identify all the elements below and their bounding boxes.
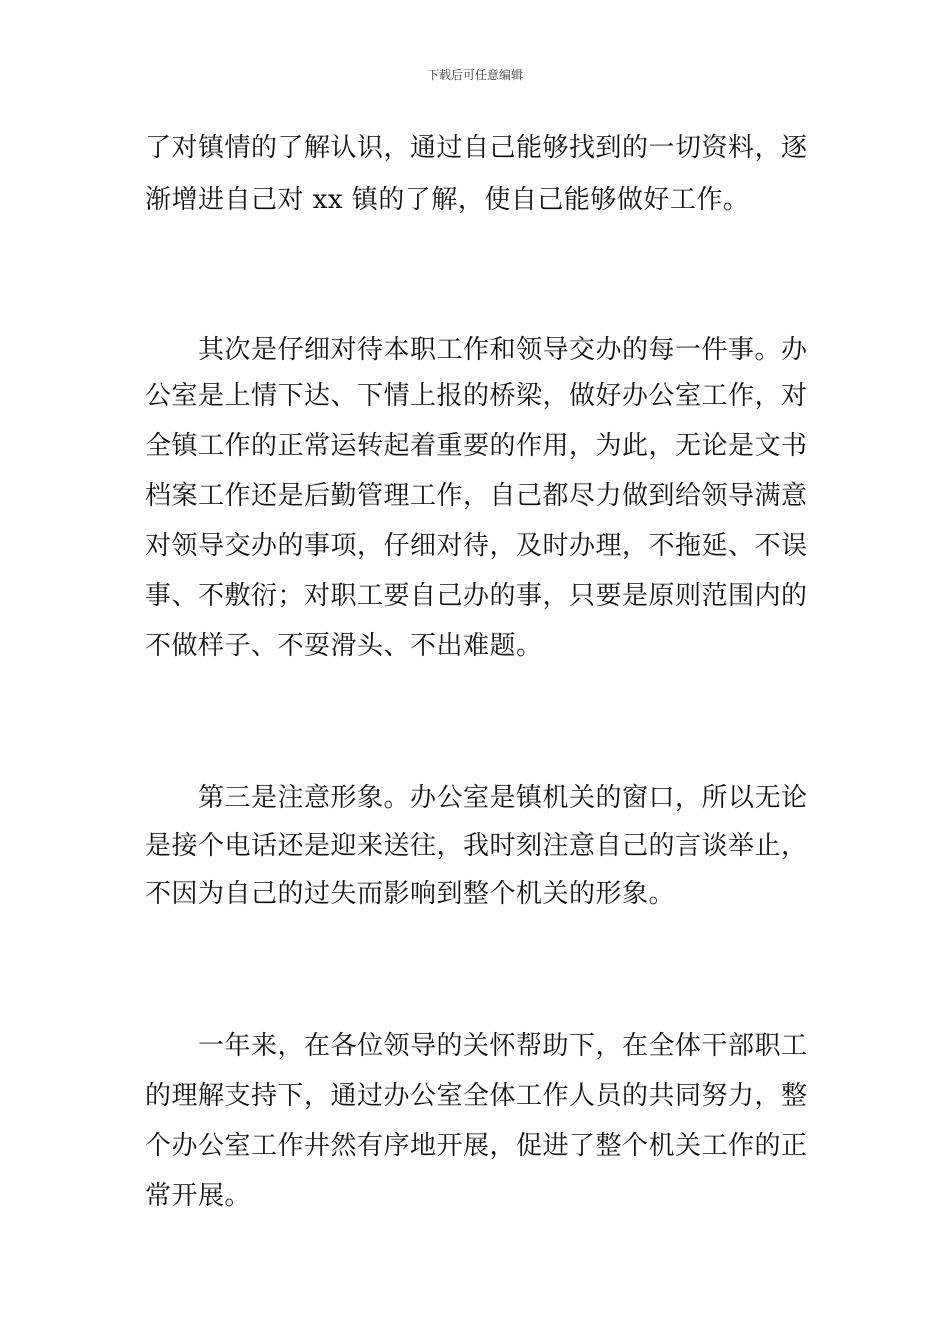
paragraph-2-line-1: 其次是仔细对待本职工作和领导交办的每一件事。办 xyxy=(145,335,808,365)
paragraph-3-line-1: 第三是注意形象。办公室是镇机关的窗口，所以无论 xyxy=(145,783,808,813)
paragraph-4-line-4: 常开展。 xyxy=(145,1181,252,1211)
paragraph-2-line-5: 对领导交办的事项，仔细对待，及时办理，不拖延、不误 xyxy=(145,531,808,561)
paragraph-4-line-2: 的理解支持下，通过办公室全体工作人员的共同努力，整 xyxy=(145,1081,808,1111)
paragraph-1-line-2: 渐增进自己对 xx 镇的了解，使自己能够做好工作。 xyxy=(145,185,750,215)
paragraph-2-line-6: 事、不敷衍；对职工要自己办的事，只要是原则范围内的 xyxy=(145,581,808,611)
paragraph-3-line-3: 不因为自己的过失而影响到整个机关的形象。 xyxy=(145,879,676,909)
paragraph-4-line-1: 一年来，在各位领导的关怀帮助下，在全体干部职工 xyxy=(145,1031,808,1061)
paragraph-2-line-7: 不做样子、不耍滑头、不出难题。 xyxy=(145,631,543,661)
paragraph-2-line-3: 全镇工作的正常运转起着重要的作用，为此，无论是文书 xyxy=(145,431,808,461)
paragraph-2-line-2: 公室是上情下达、下情上报的桥梁，做好办公室工作，对 xyxy=(145,381,808,411)
page-header-note: 下载后可任意编辑 xyxy=(426,68,523,82)
paragraph-4-line-3: 个办公室工作井然有序地开展，促进了整个机关工作的正 xyxy=(145,1131,808,1161)
paragraph-1-line-1: 了对镇情的了解认识，通过自己能够找到的一切资料，逐 xyxy=(145,133,808,163)
paragraph-2-line-4: 档案工作还是后勤管理工作，自己都尽力做到给领导满意 xyxy=(145,481,808,511)
paragraph-3-line-2: 是接个电话还是迎来送往，我时刻注意自己的言谈举止， xyxy=(145,831,808,861)
